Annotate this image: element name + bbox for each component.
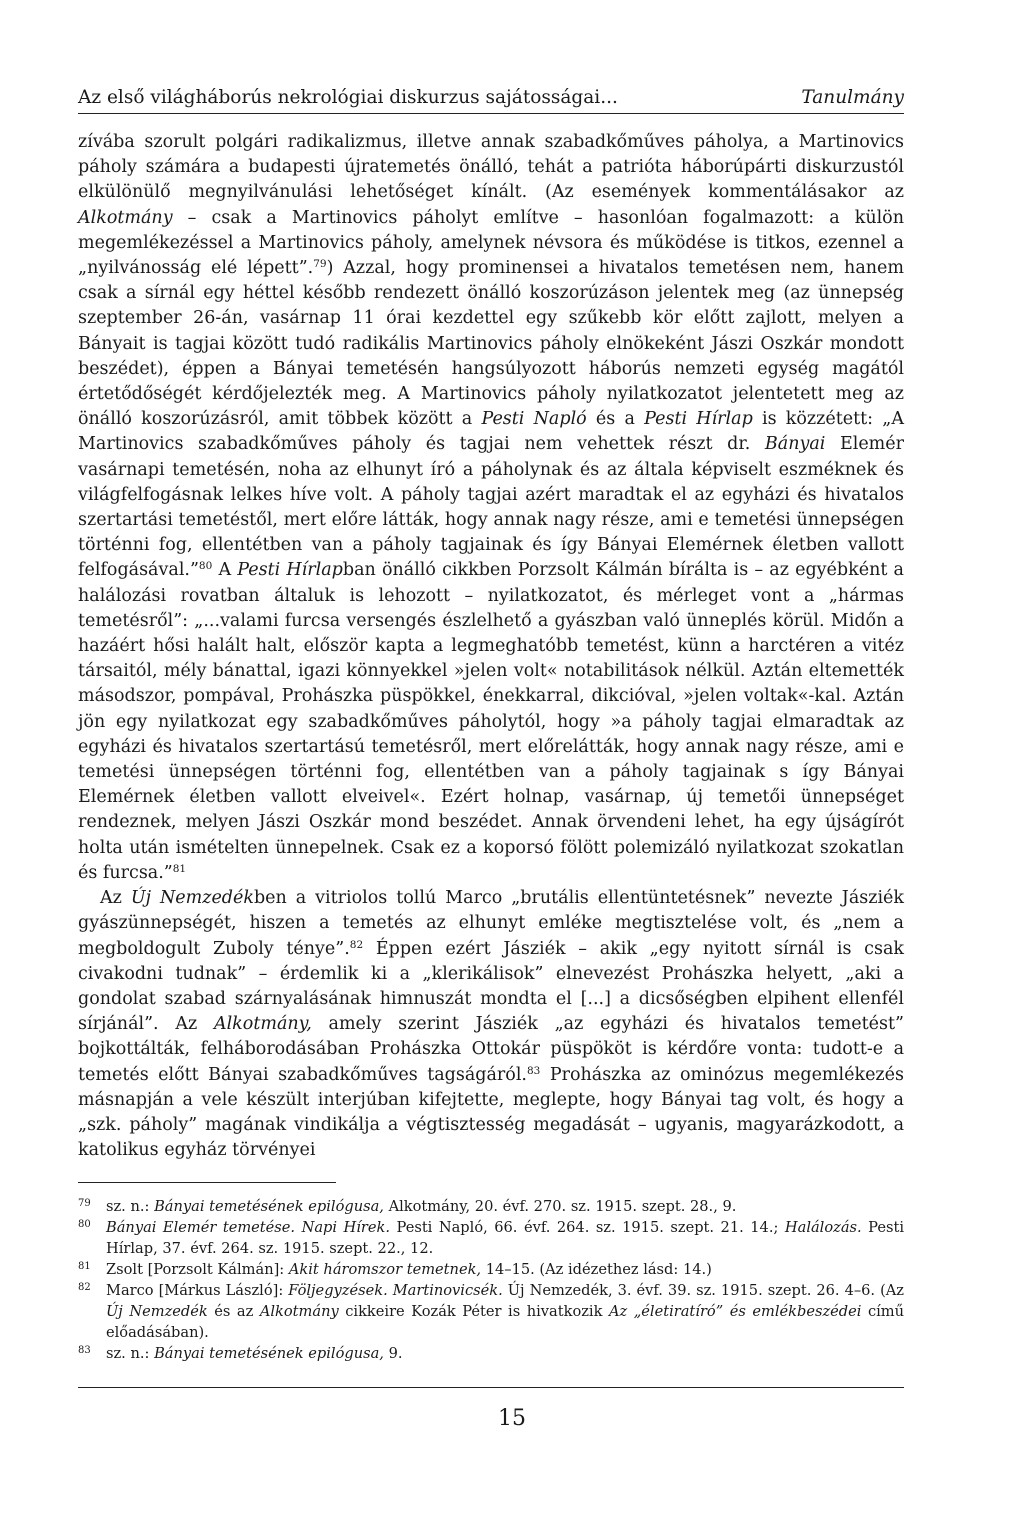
page-bottom-rule (78, 1387, 904, 1388)
text-run: – csak a Martinovics páholyt említve – hasonlóan fogalmazott: a külön megemlékezéssel a Martinovics páholy, amelynek névsora és működése is titkos, ezennel a „nyilvánosság elé lépett”. (78, 207, 904, 279)
text-run: Alkotmány, 20. évf. 270. sz. 1915. szept. 28., 9. (383, 1198, 737, 1215)
italic-run: Bányai temetésének epilógusa, (154, 1345, 384, 1362)
text-run: amely szerint Jásziék „az egyházi és hivatalos temetést” bojkottálták, felháborodásában Prohászka Ottokár püspököt is kérdőre vonta: tudott-e a temetés előtt Bányai szabadkőműves tagságáról. (78, 1014, 904, 1085)
italic-run: Új Nemzedék (130, 888, 254, 909)
footnote-number: 80 (78, 1219, 91, 1230)
text-run: sz. n.: (106, 1198, 155, 1215)
italic-run: Bányai temetésének epilógusa, (154, 1198, 384, 1215)
italic-run: Pesti Hírlap (644, 409, 753, 430)
footnote-number: 83 (78, 1345, 91, 1356)
footnote-ref: 80 (198, 560, 213, 573)
italic-run: Halálozás. (784, 1219, 862, 1236)
italic-run: Alkotmány, (213, 1014, 312, 1035)
text-run: Az (100, 888, 131, 909)
text-run: Pesti Hírlap, 37. évf. 264. sz. 1915. szept. 22., 12. (106, 1219, 904, 1257)
italic-run: Pesti Napló (481, 409, 587, 430)
footnote-text (106, 1217, 904, 1259)
text-run: Éppen ezért Jásziék – akik „egy nyitott sírnál is csak civakodni tudnak” – érdemlik ki a „klerikálisok” elnevezést Prohászka helyett, „aki a gondolat szabad szárnyalásának himnuszát mondta el [...] a dicsőségben elpihent ellenfél sírjánál”. Az (78, 938, 904, 1035)
footnote-ref: 81 (172, 862, 187, 875)
text-run: és az (207, 1303, 260, 1320)
text-run: Prohászka az ominózus megemlékezés másnapján a vele készült interjúban kifejtette, meglepte, hogy Bányai tag volt, és hogy a „szk. páholy” magának vindikálja a végtisztesség megadását – ugyanis, magyarázkodott, a katolikus egyház törvényei (78, 1064, 904, 1161)
text-run: ) Azzal, hogy prominensei a hivatalos temetésen nem, hanem csak a sírnál egy héttel később rendezett önálló koszorúzáson jelentek meg (az ünnepség szeptember 26-án, vasárnap 11 órai kezdettel egy szűkebb kör előtt zajlott, melyen a Bányait is tagjai között tudó radikális Martinovics páholy elnökeként Jászi Oszkár mondott beszédet), éppen a Bányai temetésén hangsúlyozott háborús nemzeti egység magától értetődőségét kérdőjelezték meg. A Martinovics páholy nyilatkozatot jelentetett meg az önálló koszorúzásról, amit többek között a (78, 258, 904, 430)
footnote (78, 1217, 904, 1259)
page-number: 15 (498, 1406, 526, 1431)
text-run: ban önálló cikkben Porzsolt Kálmán bírálta is – az egyébként a halálozási rovatban általuk is lehozott – nyilatkozatot, és mérleget vont a „hármas temetésről”: „...valami furcsa versengés észlelhető a gyászban való ünneplés körül. Midőn a hazáért hősi halált halt, először kapta a legmeghatóbb temetést, künn a harctéren a vitéz társaitól, mély bánattal, igazi könnyekkel »jelen volt« notabilitások nélkül. Aztán eltemették másodszor, pompával, Prohászka püspökkel, énekkarral, dikcióval, »jelen voltak«-kal. Aztán jön egy nyilatkozat egy szabadkőműves páholytól, hogy »a páholy tagjai elmaradtak az egyházi és hivatalos szertartású temetésről, mert előrelátták, hogy annak nagy része, ami e temetési ünnepségen történni fog, ellentétben van a páholy tagjainak s így Bányai Elemérnek életben vallott elveivel«. Ezért holnap, vasárnap, új temetői ünnepséget rendeznek, melyen Jászi Oszkár mond beszédet. Annak örvendeni lehet, ha egy újságírót holta után ismételten ünnepelnek. Csak ez a koporsó fölött polemizáló nyilatkozat szokatlan és furcsa.” (78, 560, 904, 883)
italic-run: Följegyzések. Martinovicsék. (288, 1282, 503, 1299)
text-run: Elemér vasárnapi temetésén, noha az elhunyt író a páholynak és az általa képviselt eszméknek és világfelfogásnak lelkes híve volt. A páholy tagjai azért maradtak el az egyházi és hivatalos szertartási temetéstől, mert előre látták, hogy annak nagy része, ami e temetési ünnepségen történni fog, ellentétben van a páholy tagjainak és így Bányai Elemérnek életben vallott felfogásával.” (78, 434, 905, 581)
text-run: Zsolt [Porzsolt Kálmán]: (106, 1261, 289, 1278)
footnote-ref: 83 (527, 1064, 541, 1077)
footnote (78, 1343, 904, 1364)
paragraph (78, 886, 904, 1163)
italic-run: Bányai (764, 434, 826, 455)
italic-run: Új Nemzedék (106, 1303, 208, 1320)
italic-run: Akit háromszor temetnek, (288, 1261, 482, 1278)
text-run: ben a vitriolos tollú Marco „brutális ellentüntetésnek” nevezte Jásziék gyászünnepségét, hiszen a temetés az elhunyt emléke megtisztelése volt, és „nem a megboldogult Zuboly ténye”. (78, 888, 905, 959)
running-title: Az első világháborús nekrológiai diskurzus sajátosságai... (78, 87, 618, 108)
footnotes (78, 1196, 904, 1364)
footnote-text (106, 1280, 904, 1343)
italic-run: Alkotmány (259, 1303, 339, 1320)
footnote-number: 79 (78, 1198, 91, 1209)
italic-run: Alkotmány (78, 207, 173, 228)
text-run: zívába szorult polgári radikalizmus, illetve annak szabadkőműves páholya, a Martinovics páholy számára a budapesti újratemetés önálló, tehát a patrióta háborúpárti diskurzustól elkülönülő megnyilvánulási lehetőséget kínált. (Az események kommentálásakor az (78, 132, 904, 203)
footnote (78, 1280, 904, 1343)
text-run: Pesti Napló, 66. évf. 264. sz. 1915. szept. 21. 14.; (390, 1219, 785, 1236)
footnote-ref: 79 (313, 258, 327, 271)
section-label: Tanulmány (801, 87, 904, 108)
paragraph (78, 130, 904, 886)
footnote-ref: 82 (349, 938, 364, 951)
text-run: cikkeire Kozák Péter is hivatkozik (338, 1303, 609, 1320)
text-run: Új Nemzedék, 3. évf. 39. sz. 1915. szept. 26. 4–6. (Az (502, 1282, 904, 1299)
footnote-text (106, 1196, 904, 1217)
running-header (78, 86, 904, 114)
footnote (78, 1259, 904, 1280)
footnote-separator (78, 1182, 336, 1183)
italic-run: Pesti Hírlap (237, 560, 343, 581)
italic-run: Az „életiratíró” és emlékbeszédei (608, 1303, 862, 1320)
text-run: és a (586, 409, 645, 430)
footnote-number: 82 (78, 1282, 91, 1293)
text-run: Marco [Márkus László]: (106, 1282, 289, 1299)
footnote (78, 1196, 904, 1217)
text-run: A (212, 560, 238, 581)
text-run: című előadásában). (106, 1303, 905, 1341)
text-run: sz. n.: (106, 1345, 155, 1362)
italic-run: Bányai Elemér temetése. Napi Hírek. (106, 1219, 391, 1236)
footnote-text (106, 1259, 904, 1280)
text-run: 9. (383, 1345, 403, 1362)
footnote-text (106, 1343, 904, 1364)
text-run: is közzétett: „A Martinovics szabadkőműves páholy és tagjai nem vehettek részt dr. (78, 409, 904, 455)
text-run: 14–15. (Az idézethez lásd: 14.) (481, 1261, 712, 1278)
footnote-number: 81 (78, 1261, 91, 1272)
body-text (78, 130, 904, 1163)
